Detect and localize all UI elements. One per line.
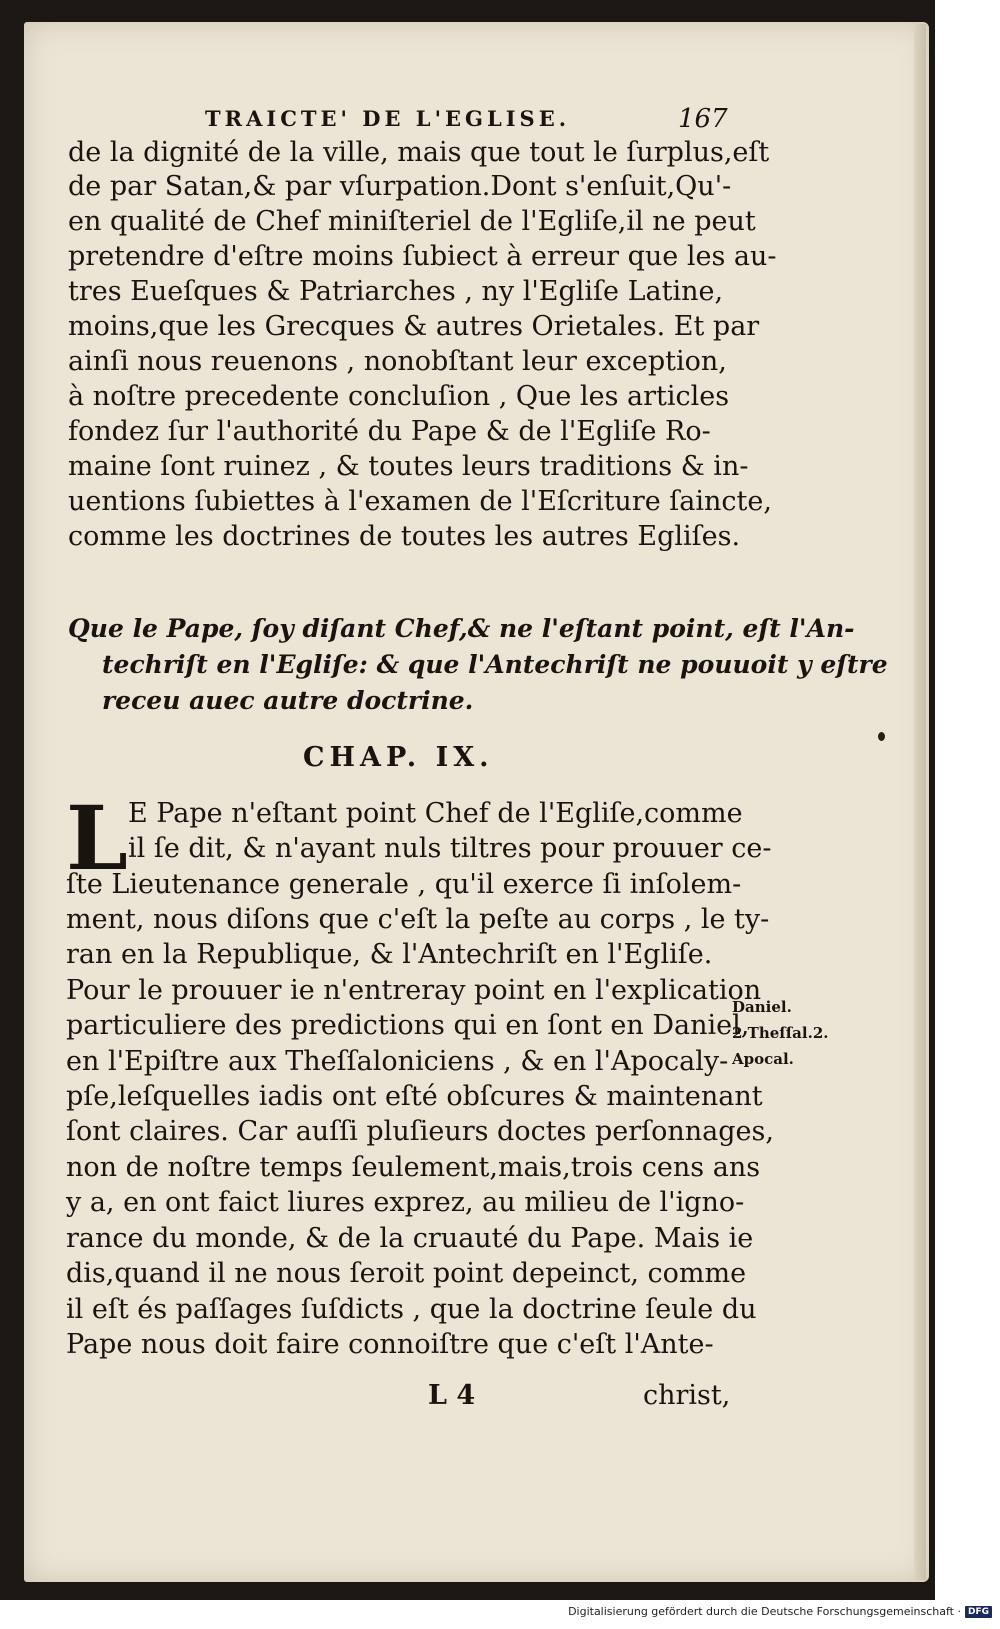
- chapter-summary-line: receu auec autre doctrine.: [102, 686, 474, 715]
- ink-spot: [878, 732, 885, 741]
- text-line: pſe,leſquelles iadis ont eſté obſcures & maintenant: [66, 1081, 763, 1112]
- marginal-note: 2 Theſſal.2.: [732, 1024, 829, 1042]
- text-line: E Pape n'eſtant point Chef de l'Egliſe,comme: [128, 798, 743, 829]
- signature-mark: L 4: [428, 1380, 476, 1411]
- text-line: ment, nous diſons que c'eſt la peſte au corps , le ty-: [66, 904, 770, 935]
- chapter-summary-line: Que le Pape, ſoy diſant Chef,& ne l'eſtant point, eſt l'An-: [68, 614, 855, 643]
- text-line: tres Eueſques & Patriarches , ny l'Egliſe Latine,: [68, 276, 724, 307]
- text-line: il ſe dit, & n'ayant nuls tiltres pour prouuer ce-: [128, 833, 772, 864]
- text-line: maine ſont ruinez , & toutes leurs traditions & in-: [68, 451, 749, 482]
- text-line: uentions ſubiettes à l'examen de l'Eſcriture ſaincte,: [68, 486, 772, 517]
- footer-text: Digitalisierung gefördert durch die Deutsche Forschungsgemeinschaft ·: [568, 1605, 961, 1618]
- text-line: fondez ſur l'authorité du Pape & de l'Egliſe Ro-: [68, 416, 711, 447]
- text-line: de la dignité de la ville, mais que tout le ſurplus,eſt: [68, 137, 770, 168]
- text-line: pretendre d'eſtre moins ſubiect à erreur que les au-: [68, 241, 777, 272]
- running-head: TRAICTE' DE L'EGLISE.: [205, 106, 571, 131]
- marginal-note: Apocal.: [732, 1050, 794, 1068]
- text-line: particuliere des predictions qui en ſont en Daniel,: [66, 1010, 750, 1041]
- chapter-summary-line: techriſt en l'Egliſe: & que l'Antechriſt ne pouuoit y eſtre: [102, 650, 888, 679]
- marginal-note: Daniel.: [732, 998, 792, 1016]
- text-line: moins,que les Grecques & autres Orietales. Et par: [68, 311, 760, 342]
- text-line: non de noſtre temps ſeulement,mais,trois cens ans: [66, 1152, 761, 1183]
- drop-cap-initial: L: [66, 786, 128, 890]
- text-line: en l'Epiſtre aux Theſſaloniciens , & en l'Apocaly-: [66, 1046, 729, 1077]
- text-line: y a, en ont faict liures exprez, au milieu de l'igno-: [66, 1187, 745, 1218]
- text-line: dis,quand il ne nous ſeroit point depeinct, comme: [66, 1258, 747, 1289]
- dfg-logo: DFG: [965, 1606, 992, 1618]
- text-line: ran en la Republique, & l'Antechriſt en l'Egliſe.: [66, 939, 713, 970]
- text-line: à noſtre precedente concluſion , Que les articles: [68, 381, 730, 412]
- text-line: ſte Lieutenance generale , qu'il exerce ſi inſolem-: [66, 869, 742, 900]
- text-line: Pour le prouuer ie n'entreray point en l'explication: [66, 975, 762, 1006]
- page-number: 167: [678, 104, 728, 134]
- text-line: en qualité de Chef miniſteriel de l'Egliſe,il ne peut: [68, 206, 756, 237]
- text-line: Pape nous doit faire connoiſtre que c'eſt l'Ante-: [66, 1329, 714, 1360]
- text-line: comme les doctrines de toutes les autres Egliſes.: [68, 521, 741, 552]
- text-line: il eſt és paſſages ſuſdicts , que la doctrine ſeule du: [66, 1294, 757, 1325]
- text-line: ainſi nous reuenons , nonobſtant leur exception,: [68, 346, 727, 377]
- text-line: rance du monde, & de la cruauté du Pape. Mais ie: [66, 1223, 754, 1254]
- chapter-heading: CHAP. IX.: [303, 742, 494, 773]
- digitization-footer: [568, 1605, 992, 1618]
- text-line: ſont claires. Car auſſi pluſieurs doctes perſonnages,: [66, 1116, 774, 1147]
- catchword: christ,: [643, 1380, 731, 1411]
- text-line: de par Satan,& par vſurpation.Dont s'enſuit,Qu'-: [68, 171, 732, 202]
- page-edge: [914, 24, 926, 1580]
